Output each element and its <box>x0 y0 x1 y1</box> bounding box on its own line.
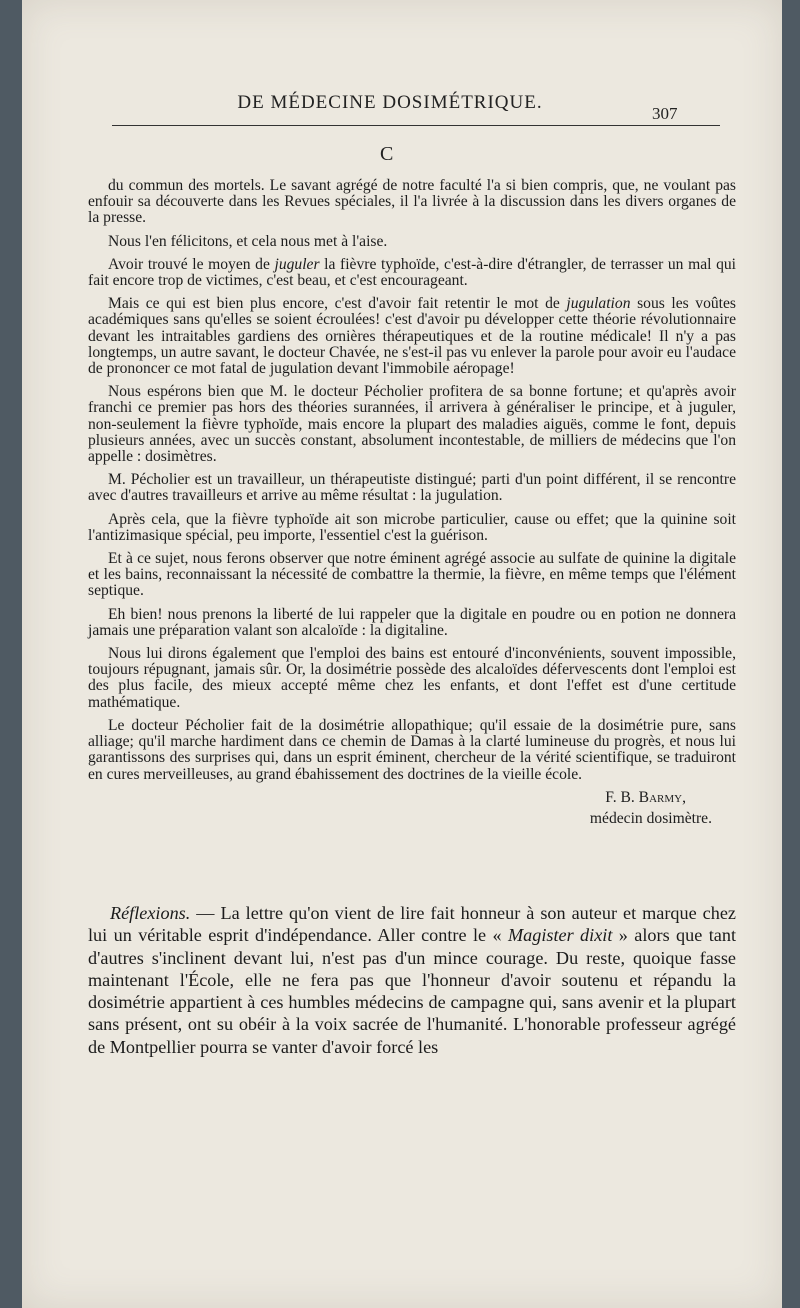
emphasis: jugulation <box>566 295 631 313</box>
book-page <box>22 0 782 1308</box>
paragraph: Eh bien! nous prenons la liberté de lui rappeler que la digitale en poudre ou en potion ne donnera jamais une préparation valant son alcaloïde : la digitaline. <box>88 605 736 639</box>
paragraph: Nous lui dirons également que l'emploi des bains est entouré d'inconvénients, souvent impossible, toujours répugnant, jamais sûr. Or, la dosimétrie possède des alcaloïdes défervescents dont l'emploi est des plus facile, des mieux accepté même chez les enfants, et dont l'effet est d'une certitude mathématique. <box>88 645 736 711</box>
paragraph: Nous espérons bien que M. le docteur Pécholier profitera de sa bonne fortune; et qu'après avoir franchi ce premier pas hors des théories surannées, il arrivera à généraliser le principe, et à juguler, non-seulement la fièvre typhoïde, mais encore la plupart des maladies aiguës, comme le font, depuis plusieurs années, avec un succès constant, absolument incontestable, de milliers de médecins que l'on appelle : dosimètres. <box>88 383 736 466</box>
paragraph: du commun des mortels. Le savant agrégé de notre faculté l'a si bien compris, que, ne voulant pas enfouir sa découverte dans les Revues spéciales, il l'a livrée à la discussion dans les divers organes de la presse. <box>88 177 736 227</box>
header-rule <box>112 125 720 126</box>
paragraph: Le docteur Pécholier fait de la dosimétrie allopathique; qu'il essaie de la dosimétrie pure, sans alliage; qu'il marche hardiment dans ce chemin de Damas à la clarté lumineuse du progrès, et nous lui garantissons des surprises qui, dans un esprit éminent, chercheur de la vérité scientifique, se traduiront en cures merveilleuses, au grand ébahissement des doctrines de la vieille école. <box>88 716 736 783</box>
signature-mark: C <box>380 143 394 165</box>
paragraph: Nous l'en félicitons, et cela nous met à l'aise. <box>108 232 388 250</box>
paragraph: Après cela, que la fièvre typhoïde ait son microbe particulier, cause ou effet; que la quinine soit l'antizimasique spécial, peu importe, l'essentiel c'est la guérison. <box>88 510 736 544</box>
reflexions-paragraph: Réflexions. — La lettre qu'on vient de lire fait honneur à son auteur et marque chez lui un véritable esprit d'indépendance. Aller contre le « Magister dixit » alors que tant d'autres s'inclinent devant lui, n'est pas d'un mince courage. Du reste, quoique fasse maintenant l'École, elle ne fera pas que l'honneur d'avoir soutenu et répandu la dosimétrie appartient à ces humbles médecins de campagne qui, sans avenir et la plupart sans présent, ont su obéir à la voix sacrée de l'humanité. L'honorable professeur agrégé de Montpellier pourra se vanter d'avoir forcé les <box>88 903 736 1057</box>
running-title: DE MÉDECINE DOSIMÉTRIQUE. <box>237 92 543 113</box>
signature-title: médecin dosimètre. <box>589 809 712 827</box>
paragraph: Avoir trouvé le moyen de juguler la fièvre typhoïde, c'est-à-dire d'étrangler, de terrasser un mal qui fait encore trop de victimes, c'est beau, et c'est encourageant. <box>88 255 736 290</box>
page-number: 307 <box>652 104 678 123</box>
paragraph: Mais ce qui est bien plus encore, c'est d'avoir fait retentir le mot de jugulation sous les voûtes académiques sans qu'elles se soient écroulées! c'est d'avoir pu développer cette théorie révolutionnaire devant les intraitables gardiens des ornières thérapeutiques et de la routine médicale! Il n'y a pas longtemps, un autre savant, le docteur Chavée, ne s'est-il pas vu enlever la parole pour avoir eu l'audace de prononcer ce mot fatal de jugulation devant l'immobile aéropage! <box>88 295 736 378</box>
latin-quote: Magister dixit <box>507 925 613 946</box>
letter-body <box>88 178 736 829</box>
paragraph: M. Pécholier est un travailleur, un thérapeutiste distingué; parti d'un point différent, il se rencontre avec d'autres travailleurs et arrive au même résultat : la jugulation. <box>88 471 736 505</box>
signature-name: F. B. Barmy, <box>605 788 686 806</box>
paragraph: Et à ce sujet, nous ferons observer que notre éminent agrégé associe au sulfate de quinine la digitale et les bains, reconnaissant la nécessité de combattre la thermie, la fièvre, en même temps que l'élément septique. <box>88 550 736 600</box>
reflexions-label: Réflexions. <box>110 903 191 923</box>
reflexions-section <box>88 902 736 1058</box>
emphasis: juguler <box>274 255 320 273</box>
